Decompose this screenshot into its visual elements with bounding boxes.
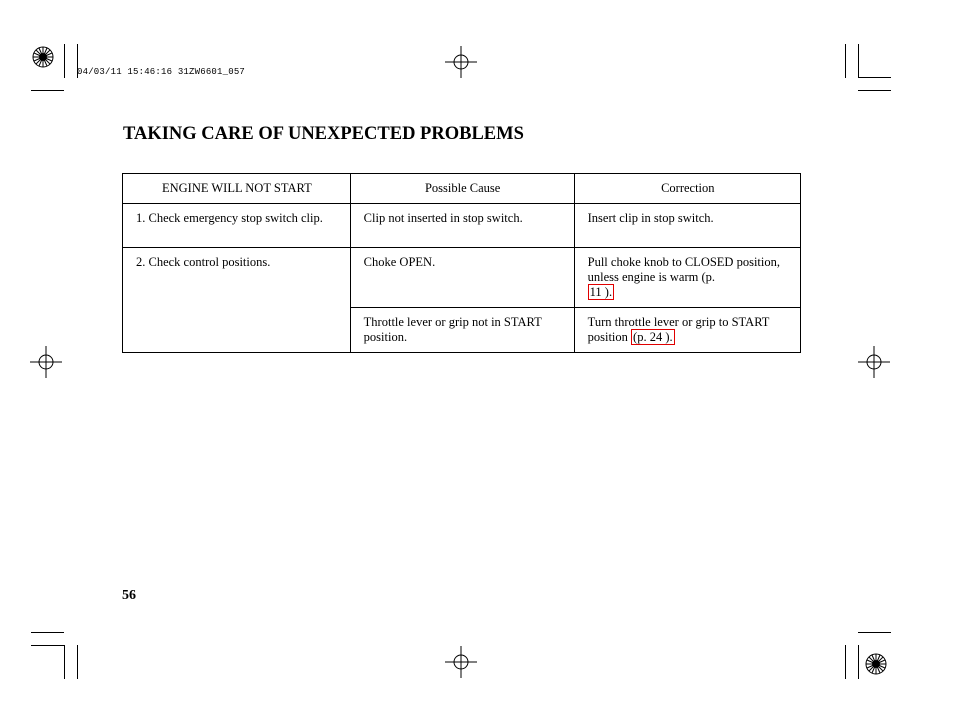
- troubleshooting-table: [122, 173, 801, 353]
- correction-text: Pull choke knob to CLOSED position, unless engine is warm (p.: [587, 255, 780, 284]
- starburst-target-icon: [865, 653, 887, 675]
- page-reference-link[interactable]: (p. 24 ).: [633, 330, 673, 344]
- table-header-row: [123, 174, 801, 204]
- cause-cell: Clip not inserted in stop switch.: [350, 204, 574, 248]
- crop-mark: [858, 44, 859, 78]
- column-header: Correction: [574, 174, 800, 204]
- table-row: [123, 204, 801, 248]
- registration-target-icon: [445, 646, 477, 678]
- crop-mark: [64, 44, 65, 78]
- crop-mark: [77, 645, 78, 679]
- page-title: TAKING CARE OF UNEXPECTED PROBLEMS: [123, 124, 524, 144]
- step-cell: [123, 204, 351, 248]
- step-cell: [123, 248, 351, 353]
- crop-mark: [845, 645, 846, 679]
- crop-mark: [31, 90, 64, 91]
- step-text: 1. Check emergency stop switch clip.: [136, 211, 323, 225]
- correction-text: Turn throttle lever or grip to START position: [587, 315, 770, 344]
- table-row: [123, 248, 801, 308]
- cause-cell: Throttle lever or grip not in START position.: [350, 308, 574, 353]
- cause-cell: Choke OPEN.: [350, 248, 574, 308]
- correction-cell: [574, 308, 800, 353]
- print-timestamp: 04/03/11 15:46:16 31ZW6601_057: [77, 67, 246, 77]
- column-header: ENGINE WILL NOT START: [123, 174, 351, 204]
- registration-target-icon: [445, 46, 477, 78]
- column-header: Possible Cause: [350, 174, 574, 204]
- crop-mark: [31, 645, 64, 646]
- crop-mark: [858, 645, 859, 679]
- page-number: 56: [122, 588, 136, 603]
- crop-mark: [31, 632, 64, 633]
- crop-mark: [845, 44, 846, 78]
- step-text: 2. Check control positions.: [136, 255, 271, 269]
- correction-cell: Insert clip in stop switch.: [574, 204, 800, 248]
- crop-mark: [858, 90, 891, 91]
- correction-cell: [574, 248, 800, 308]
- crop-mark: [858, 632, 891, 633]
- page-reference-link[interactable]: 11 ).: [589, 285, 613, 299]
- crop-mark: [858, 77, 891, 78]
- starburst-target-icon: [32, 46, 54, 68]
- registration-target-icon: [858, 346, 890, 378]
- crop-mark: [64, 645, 65, 679]
- registration-target-icon: [30, 346, 62, 378]
